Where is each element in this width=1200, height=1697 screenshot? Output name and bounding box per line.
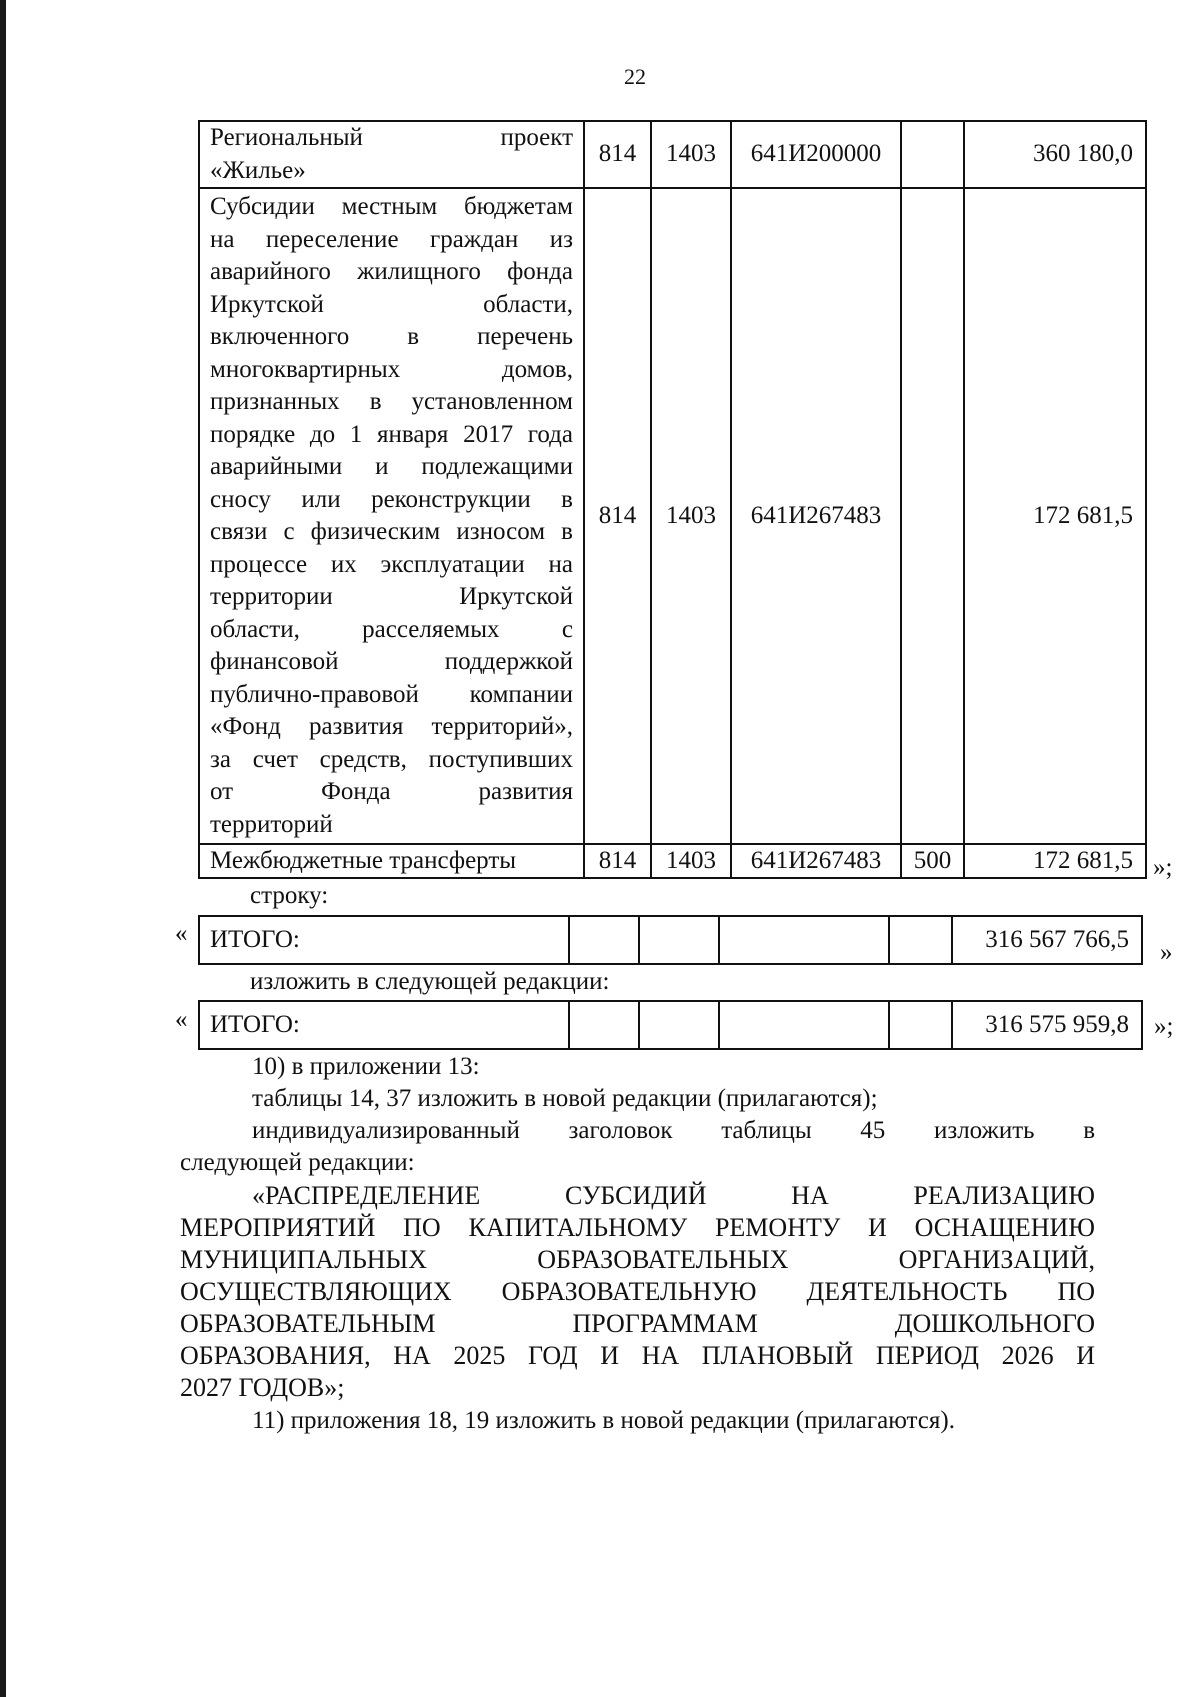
cell-code1: 814 [584,121,651,188]
name-line: аварийного жилищного фонда [210,258,573,285]
name-line: связи с физическим износом в [210,518,573,545]
total-new-label: ИТОГО: [199,1001,569,1049]
name-line: территорий [210,810,333,838]
name-line: аварийными и подлежащими [210,453,573,480]
name-line: порядке до 1 января 2017 года [210,420,573,448]
total-old-open-quote: « [175,920,188,947]
table-row [199,121,1146,188]
name-line: включенного в перечень [210,323,573,350]
name-line: признанных в установленном [210,388,573,415]
cell-code3: 641И267483 [731,188,901,844]
title-line: «РАСПРЕДЕЛЕНИЕ СУБСИДИЙ НА РЕАЛИЗАЦИЮ [252,1181,1095,1210]
name-line: «Фонд развития территорий», [210,713,573,740]
name-line: за счет средств, поступивших [210,745,573,773]
title-line: ОСУЩЕСТВЛЯЮЩИХ ОБРАЗОВАТЕЛЬНУЮ ДЕЯТЕЛЬНОСТЬ ПО [180,1277,1095,1306]
total-new-table [198,1000,1143,1050]
table-closing-mark: »; [1153,854,1173,881]
cell-amount: 172 681,5 [964,188,1146,844]
name-line: Межбюджетные трансферты [210,847,517,874]
cell-code2: 1403 [651,844,731,878]
total-old-table [198,915,1143,965]
title-line: ОБРАЗОВАТЕЛЬНЫМ ПРОГРАММАМ ДОШКОЛЬНОГО [180,1309,1095,1338]
cell-code4 [901,121,964,188]
cell-code3: 641И200000 [731,121,901,188]
title-line: 2027 ГОДОВ»; [180,1373,345,1402]
name-line: сносу или реконструкции в [210,485,573,513]
cell-amount: 360 180,0 [964,121,1146,188]
name-line: Иркутской области, [210,290,573,318]
title-line: ОБРАЗОВАНИЯ, НА 2025 ГОД И НА ПЛАНОВЫЙ ПЕРИОД 2026 И [180,1341,1095,1370]
total-new-open-quote: « [175,1006,188,1033]
paragraph-10: 10) в приложении 13: [252,1053,480,1080]
name-line: «Жилье» [210,156,306,184]
cell-code2: 1403 [651,121,731,188]
line-stroku: строку: [250,882,329,909]
name-line: области, расселяемых с [210,615,573,643]
total-old-close-quote: » [1160,939,1173,966]
cell-code1: 814 [584,844,651,878]
name-line: процессе их эксплуатации на [210,550,573,578]
paragraph-11: 11) приложения 18, 19 изложить в новой редакции (прилагаются). [252,1407,955,1434]
name-line: на переселение граждан из [210,225,573,253]
scan-edge [0,0,6,1697]
total-old-label: ИТОГО: [199,916,569,964]
row-name [199,121,584,188]
table-row [199,844,1146,878]
cell-code3: 641И267483 [731,844,901,878]
total-new-close-quote: »; [1154,1013,1174,1040]
name-line: финансовой поддержкой [210,648,573,675]
title-line: МЕРОПРИЯТИЙ ПО КАПИТАЛЬНОМУ РЕМОНТУ И ОСНАЩЕНИЮ [180,1213,1095,1242]
row-name [199,844,584,878]
name-line: от Фонда развития [210,778,573,805]
cell-code1: 814 [584,188,651,844]
total-old-row [199,916,1142,964]
line-izlozhit: изложить в следующей редакции: [250,968,610,995]
page-number: 22 [624,64,646,89]
cell-code4 [901,188,964,844]
table-row [199,188,1146,844]
budget-table [198,120,1147,879]
name-line: Субсидии местным бюджетам [210,193,573,220]
paragraph-header-line1: индивидуализированный заголовок таблицы 45 изложить в [252,1117,1095,1144]
cell-code2: 1403 [651,188,731,844]
name-line: Региональный проект [210,124,573,151]
paragraph-tables: таблицы 14, 37 изложить в новой редакции (прилагаются); [252,1085,878,1112]
total-new-amount: 316 575 959,8 [952,1001,1142,1049]
name-line: публично-правовой компании [210,680,573,708]
name-line: многоквартирных домов, [210,355,573,383]
title-line: МУНИЦИПАЛЬНЫХ ОБРАЗОВАТЕЛЬНЫХ ОРГАНИЗАЦИЙ, [180,1245,1095,1274]
cell-amount: 172 681,5 [964,844,1146,878]
total-old-amount: 316 567 766,5 [952,916,1142,964]
row-name [199,188,584,844]
name-line: территории Иркутской [210,583,573,610]
paragraph-header-line2: следующей редакции: [180,1149,415,1176]
total-new-row [199,1001,1142,1049]
cell-code4: 500 [901,844,964,878]
